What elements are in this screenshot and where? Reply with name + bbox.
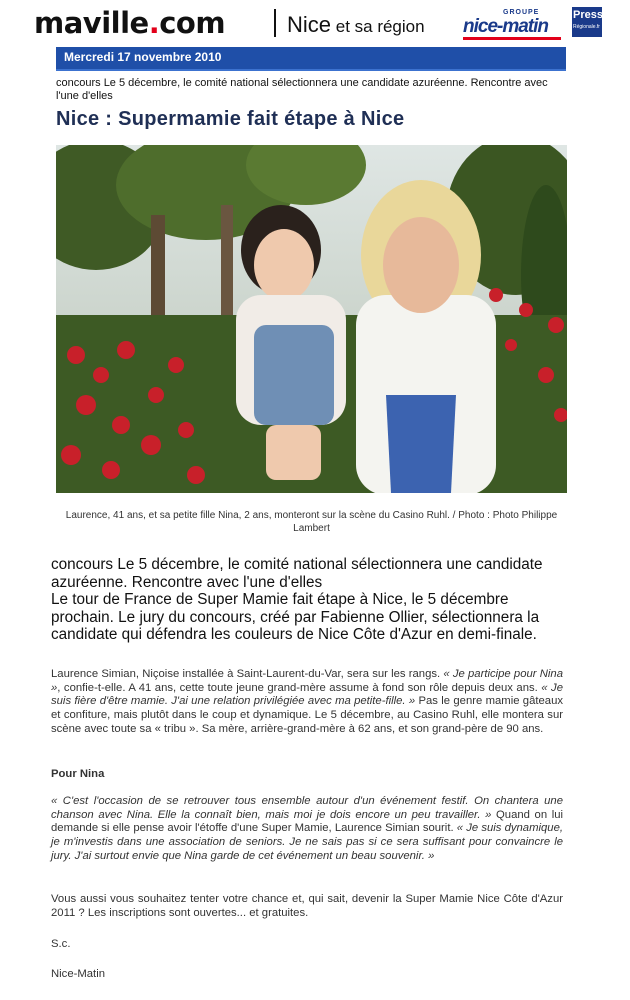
maville-logo[interactable]: maville.com (34, 6, 226, 40)
body-paragraph-1: Laurence Simian, Niçoise installée à Saint-Laurent-du-Var, sera sur les rangs. « Je participe pour Nina », confie-t-elle. A 41 ans, cette toute jeune grand-mère assume à fond son rôle depuis deux ans. « Je suis fière d'être mamie. J'ai une relation privilégiée avec ma petite-fille. » Pas le genre mamie gâteaux et confiture, mais plutôt dans le coup et dynamique. Le 5 décembre, au Casino Ruhl, elle montera sur scène avec toute sa « tribu ». Sa mère, arrière-grand-mère à 62 ans, et son grand-père de 90 ans. (51, 668, 563, 735)
lead-intro: concours Le 5 décembre, le comité national sélectionnera une candidate azuréenne. Rencontre avec l'une d'elles (51, 556, 543, 591)
nice-matin-logo[interactable]: GROUPE nice-matin (463, 12, 563, 38)
photo-illustration (56, 145, 567, 493)
lead-summary: concours Le 5 décembre, le comité national sélectionnera une candidate azuréenne. Rencontre avec l'une d'elles (56, 77, 548, 102)
region-label: Nice et sa région (287, 12, 425, 37)
article-source: Nice-Matin (51, 968, 105, 980)
article-photo (56, 145, 567, 493)
lead-paragraph: Le tour de France de Super Mamie fait étape à Nice, le 5 décembre prochain. Le jury du concours, créé par Fabienne Ollier, sélectionnera la candidate qui défendra les couleurs de Nice Côte d'Azur en demi-finale. (51, 591, 540, 643)
author-signature: S.c. (51, 938, 71, 950)
site-header (0, 0, 630, 46)
article-title: Nice : Supermamie fait étape à Nice (56, 108, 405, 130)
nice-matin-underline (463, 37, 561, 40)
photo-caption: Laurence, 41 ans, et sa petite fille Nina, 2 ans, monteront sur la scène du Casino Ruhl. / Photo : Photo Philippe Lambert (65, 510, 558, 534)
header-divider (274, 9, 276, 37)
body-paragraph-2: « C'est l'occasion de se retrouver tous ensemble autour d'un événement festif. On chantera une chanson avec Nina. Elle la connaît bien, mais moi je dois encore un peu travailler. » Quand on lui demande si elle pense avoir l'étoffe d'une Super Mamie, Laurence Simian sourit. « Je suis dynamique, je m'investis dans une association de seniors. Je ne sais pas si ce sera suffisant pour convaincre le jury. J'ai surtout envie que Nina garde de cet événement un beau souvenir. » (51, 795, 564, 862)
date-bar (56, 47, 566, 71)
article-lead (51, 556, 571, 644)
section-subheading: Pour Nina (51, 768, 105, 780)
article-date: Mercredi 17 novembre 2010 (64, 50, 222, 64)
presse-regionale-badge[interactable]: Presse Régionale.fr (572, 7, 602, 37)
body-paragraph-3: Vous aussi vous souhaitez tenter votre chance et, qui sait, devenir la Super Mamie Nice Côte d'Azur 2011 ? Les inscriptions sont ouvertes... et gratuites. (51, 893, 563, 919)
